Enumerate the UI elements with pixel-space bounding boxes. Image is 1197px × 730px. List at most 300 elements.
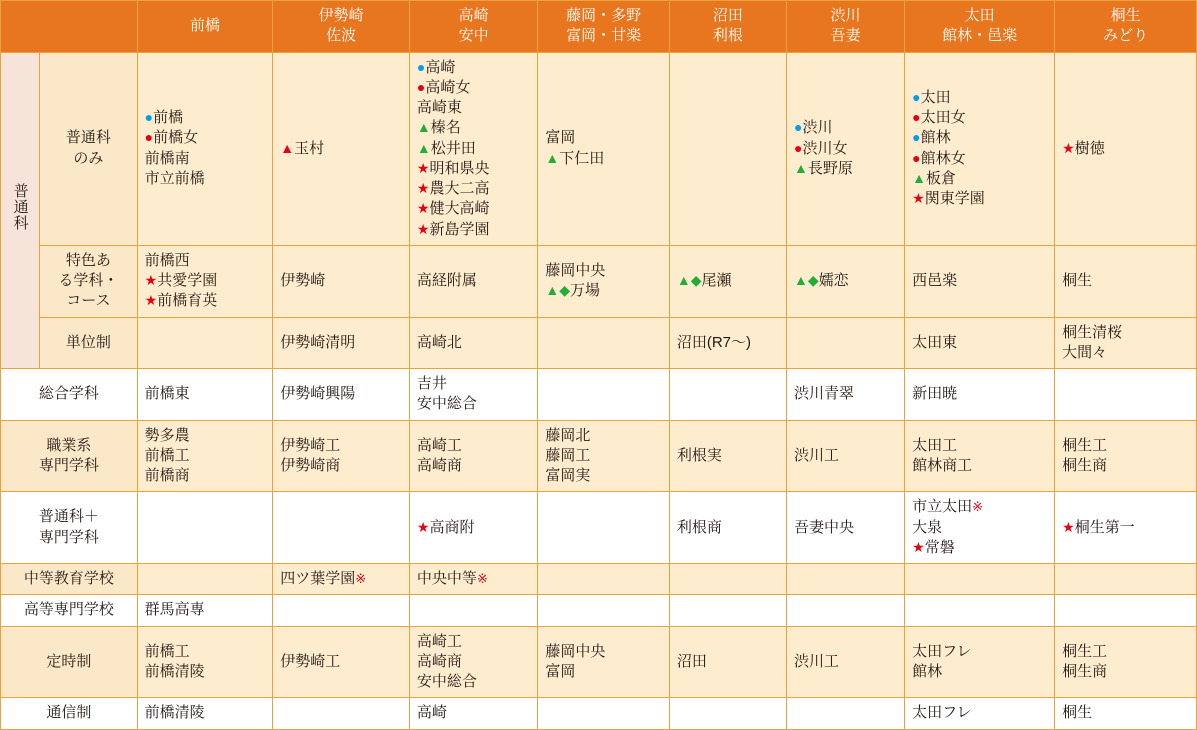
school-name: 共愛学園 [157, 272, 218, 289]
school-name: 高崎商 [416, 456, 462, 474]
school-name: 高経附属 [416, 272, 477, 289]
school-entry [417, 632, 530, 652]
header-col-7: 桐生 みどり [1055, 1, 1197, 53]
school-name: 前橋女 [153, 129, 199, 147]
cell-o3-c4 [669, 564, 786, 595]
school-entry [280, 139, 402, 159]
school-name: 伊勢崎工 [280, 652, 341, 670]
school-name: 関東学園 [924, 190, 985, 208]
triangle-green-icon: ▲ [676, 272, 691, 288]
school-entry [1062, 642, 1189, 662]
cell-o4-c6 [905, 595, 1055, 626]
cell-o2-c0 [137, 492, 273, 564]
group-label-futsuka: 普通科 [1, 52, 40, 369]
school-name: 高崎女 [425, 78, 471, 96]
school-entry [545, 149, 662, 169]
school-name: 樹徳 [1074, 139, 1105, 157]
school-name: 市立太田 [912, 498, 973, 516]
school-name: 高崎工 [416, 436, 462, 454]
school-name: 太田女 [920, 109, 966, 127]
school-entry [912, 642, 1047, 662]
school-name: 伊勢崎清明 [280, 333, 356, 351]
row-label: 総合学科 [1, 369, 138, 421]
school-entry [912, 128, 1047, 148]
row-label: 定時制 [1, 626, 138, 698]
header-col-3: 藤岡・多野 富岡・甘楽 [538, 1, 670, 53]
table-row [1, 317, 1197, 369]
circle-blue-icon: ● [793, 119, 803, 136]
school-entry [417, 159, 530, 179]
school-entry [545, 261, 662, 281]
school-entry [417, 58, 530, 78]
diamond-green-icon: ◆ [559, 282, 570, 299]
school-entry [417, 652, 530, 672]
diamond-green-icon: ◆ [807, 272, 819, 288]
school-name: 玉村 [294, 139, 325, 157]
cell-o0-c0 [137, 369, 273, 421]
school-name: 桐生工 [1062, 436, 1108, 454]
school-entry [280, 652, 402, 672]
school-name: 沼田(R7〜) [676, 333, 752, 351]
school-entry [1062, 662, 1189, 682]
cell-o2-c6 [905, 492, 1055, 564]
school-name: 渋川工 [793, 446, 839, 464]
header-col-5: 渋川 吾妻 [786, 1, 904, 53]
cell-o4-c5 [786, 595, 904, 626]
school-name: 高商附 [429, 518, 475, 536]
row-label: 通信制 [1, 698, 138, 729]
school-entry [912, 271, 1047, 291]
school-entry [794, 446, 897, 466]
triangle-green-icon: ▲ [416, 119, 431, 136]
cell-o3-c6 [905, 564, 1055, 595]
school-note: ※ [972, 499, 984, 515]
cell-o4-c1 [273, 595, 410, 626]
school-entry [677, 518, 779, 538]
school-name: 安中総合 [416, 673, 477, 690]
school-entry [794, 652, 897, 672]
cell-o6-c5 [786, 698, 904, 729]
table-row [1, 595, 1197, 626]
cell-o4-c3 [538, 595, 670, 626]
school-name: 館林 [912, 662, 943, 680]
cell-o0-c4 [669, 369, 786, 421]
cell-o6-c4 [669, 698, 786, 729]
school-entry [545, 642, 662, 662]
school-name: 高崎北 [416, 333, 462, 351]
cell-o4-c4 [669, 595, 786, 626]
cell-o6-c3 [538, 698, 670, 729]
school-name: 群馬高専 [144, 601, 205, 619]
school-name: 藤岡北 [545, 426, 591, 444]
cell-o3-c1 [273, 564, 410, 595]
school-entry [545, 426, 662, 446]
school-name: 四ツ葉学園 [280, 570, 356, 587]
school-note: ※ [476, 571, 488, 586]
cell-o2-c7 [1055, 492, 1197, 564]
cell-o6-c2 [409, 698, 537, 729]
cell-r0-c6 [905, 52, 1055, 245]
diamond-green-icon: ◆ [690, 272, 702, 288]
school-entry [1062, 323, 1189, 343]
cell-o5-c4 [669, 626, 786, 698]
header-col-6: 太田 館林・邑楽 [905, 1, 1055, 53]
school-name: 市立前橋 [144, 169, 205, 187]
cell-o3-c3 [538, 564, 670, 595]
school-entry [417, 271, 530, 291]
school-name: 伊勢崎 [280, 272, 326, 289]
cell-o6-c7 [1055, 698, 1197, 729]
circle-red-icon: ● [144, 129, 154, 146]
circle-red-icon: ● [912, 149, 921, 166]
school-entry [145, 271, 266, 291]
cell-o2-c4 [669, 492, 786, 564]
cell-o3-c7 [1055, 564, 1197, 595]
cell-o1-c5 [786, 420, 904, 492]
school-entry [145, 149, 266, 169]
school-entry [912, 518, 1047, 538]
school-entry [417, 672, 530, 692]
school-name: 安中総合 [416, 395, 477, 413]
cell-o3-c5 [786, 564, 904, 595]
school-entry [1062, 271, 1189, 291]
school-name: 大間々 [1062, 343, 1108, 361]
school-entry [545, 281, 662, 301]
school-entry [912, 189, 1047, 209]
school-entry [280, 271, 402, 291]
cell-o5-c5 [786, 626, 904, 698]
header-corner [1, 1, 138, 53]
cell-o0-c7 [1055, 369, 1197, 421]
star-red-icon: ★ [416, 200, 430, 217]
row-label: 中等教育学校 [1, 564, 138, 595]
school-name: 桐生清桜 [1062, 323, 1123, 341]
school-name: 高崎 [425, 58, 456, 76]
school-name: 伊勢崎商 [280, 456, 341, 474]
school-name: 渋川青翠 [793, 385, 854, 403]
table-row [1, 564, 1197, 595]
school-entry [1062, 518, 1189, 538]
school-name: 前橋東 [144, 385, 190, 403]
school-entry [417, 569, 530, 589]
school-name: 前橋 [153, 109, 184, 127]
school-name: 吉井 [416, 375, 447, 392]
school-name: 板倉 [926, 169, 957, 187]
school-name: 前橋商 [144, 467, 190, 484]
school-name: 桐生 [1062, 272, 1093, 289]
school-name: 館林女 [920, 149, 966, 167]
school-name: 館林商工 [912, 456, 973, 474]
school-name: 沼田 [676, 652, 707, 670]
school-name: 新田暁 [912, 385, 958, 403]
school-name: 吾妻中央 [793, 518, 854, 536]
school-entry [145, 446, 266, 466]
cell-r1-c2 [409, 245, 537, 317]
star-red-icon: ★ [416, 180, 430, 196]
school-note: ※ [355, 571, 367, 586]
school-entry [145, 169, 266, 189]
school-entry [677, 333, 779, 353]
school-name: 伊勢崎工 [280, 436, 341, 454]
school-name: 尾瀬 [701, 272, 732, 289]
school-entry [145, 291, 266, 311]
school-entry [912, 108, 1047, 128]
school-entry [280, 436, 402, 456]
school-name: 前橋清陵 [144, 662, 205, 680]
cell-o5-c6 [905, 626, 1055, 698]
school-name: 藤岡工 [545, 446, 591, 464]
school-name: 中央中等 [416, 570, 477, 587]
cell-o6-c0 [137, 698, 273, 729]
star-red-icon: ★ [1062, 139, 1075, 156]
school-name: 常磐 [924, 538, 955, 556]
school-entry [145, 703, 266, 723]
school-entry [417, 436, 530, 456]
triangle-green-icon: ▲ [912, 169, 926, 186]
cell-o5-c7 [1055, 626, 1197, 698]
school-name: 富岡 [545, 662, 576, 680]
school-name: 富岡実 [545, 467, 591, 484]
school-entry [417, 374, 530, 394]
triangle-green-icon: ▲ [793, 159, 808, 176]
school-entry [417, 118, 530, 138]
school-name: 太田工 [912, 436, 958, 454]
school-entry [417, 703, 530, 723]
school-entry [912, 456, 1047, 476]
school-name: 嬬恋 [818, 272, 849, 289]
cell-o4-c7 [1055, 595, 1197, 626]
cell-r0-c1 [273, 52, 410, 245]
cell-o2-c2 [409, 492, 537, 564]
school-entry [912, 384, 1047, 404]
table-row [1, 626, 1197, 698]
cell-o0-c3 [538, 369, 670, 421]
school-name: 高崎東 [416, 99, 462, 116]
star-red-icon: ★ [144, 272, 158, 288]
school-name: 利根商 [676, 518, 722, 536]
school-name: 太田 [920, 88, 951, 106]
cell-r1-c3 [538, 245, 670, 317]
school-entry [145, 251, 266, 271]
table-row [1, 492, 1197, 564]
school-name: 桐生第一 [1074, 518, 1135, 536]
school-name: 大泉 [912, 518, 943, 536]
school-name: 高崎商 [416, 652, 462, 670]
school-entry [794, 384, 897, 404]
star-red-icon: ★ [912, 538, 925, 555]
cell-r2-c5 [786, 317, 904, 369]
cell-r1-c5 [786, 245, 904, 317]
cell-o1-c4 [669, 420, 786, 492]
triangle-green-icon: ▲ [545, 149, 560, 166]
cell-r0-c0 [137, 52, 273, 245]
circle-blue-icon: ● [416, 58, 426, 75]
school-entry [417, 220, 530, 240]
school-name: 太田フレ [912, 704, 972, 722]
school-name: 伊勢崎興陽 [280, 385, 356, 403]
school-entry [794, 118, 897, 138]
cell-r2-c7 [1055, 317, 1197, 369]
school-name: 渋川女 [802, 139, 848, 157]
triangle-green-icon: ▲ [416, 139, 431, 156]
circle-blue-icon: ● [912, 88, 921, 105]
cell-r0-c7 [1055, 52, 1197, 245]
cell-r1-c4 [669, 245, 786, 317]
cell-o0-c6 [905, 369, 1055, 421]
cell-o4-c2 [409, 595, 537, 626]
school-entry [912, 88, 1047, 108]
cell-o1-c0 [137, 420, 273, 492]
school-entry [145, 128, 266, 148]
cell-o2-c5 [786, 492, 904, 564]
header-col-1: 伊勢崎 佐波 [273, 1, 410, 53]
school-name: 榛名 [430, 119, 461, 137]
cell-o2-c1 [273, 492, 410, 564]
row-label: 単位制 [40, 317, 138, 369]
cell-r0-c5 [786, 52, 904, 245]
school-name: 前橋工 [144, 642, 190, 660]
cell-o2-c3 [538, 492, 670, 564]
school-name: 下仁田 [559, 149, 605, 167]
school-name: 西邑楽 [912, 272, 958, 289]
school-entry [417, 78, 530, 98]
school-name: 渋川工 [793, 652, 839, 670]
school-entry [794, 159, 897, 179]
school-entry [545, 128, 662, 148]
school-name: 桐生工 [1062, 642, 1108, 660]
school-entry [1062, 436, 1189, 456]
school-entry [912, 169, 1047, 189]
school-name: 健大高崎 [429, 200, 490, 218]
cell-r0-c2 [409, 52, 537, 245]
school-entry [145, 108, 266, 128]
cell-r1-c1 [273, 245, 410, 317]
school-entry [417, 518, 530, 538]
school-name: 桐生 [1062, 704, 1093, 722]
cell-o1-c7 [1055, 420, 1197, 492]
school-entry [912, 662, 1047, 682]
triangle-green-icon: ▲ [793, 272, 808, 288]
school-entry [417, 179, 530, 199]
school-name: 太田東 [912, 333, 958, 351]
cell-r2-c2 [409, 317, 537, 369]
cell-o5-c3 [538, 626, 670, 698]
school-entry [145, 642, 266, 662]
row-label: 特色あ る学科・ コース [40, 245, 138, 317]
cell-o5-c1 [273, 626, 410, 698]
cell-r0-c3 [538, 52, 670, 245]
school-entry [280, 333, 402, 353]
school-name: 藤岡中央 [545, 261, 606, 279]
cell-o6-c1 [273, 698, 410, 729]
cell-r2-c1 [273, 317, 410, 369]
school-entry [417, 139, 530, 159]
star-red-icon: ★ [416, 518, 430, 535]
cell-o6-c6 [905, 698, 1055, 729]
school-entry [794, 271, 897, 291]
circle-red-icon: ● [416, 78, 426, 95]
school-name: 勢多農 [144, 426, 190, 444]
star-red-icon: ★ [416, 220, 430, 237]
row-label: 職業系 専門学科 [1, 420, 138, 492]
cell-o0-c1 [273, 369, 410, 421]
school-name: 明和県央 [429, 159, 490, 177]
school-entry [912, 333, 1047, 353]
school-entry [417, 456, 530, 476]
row-label: 普通科＋ 専門学科 [1, 492, 138, 564]
school-entry [417, 199, 530, 219]
school-name: 農大二高 [429, 180, 490, 197]
triangle-green-icon: ▲ [545, 282, 560, 299]
row-label: 高等専門学校 [1, 595, 138, 626]
school-entry [545, 466, 662, 486]
school-name: 前橋工 [144, 446, 190, 464]
school-entry [794, 139, 897, 159]
school-name: 新島学園 [429, 220, 490, 238]
school-entry [145, 600, 266, 620]
school-entry [545, 662, 662, 682]
school-entry [280, 384, 402, 404]
school-entry [417, 333, 530, 353]
table-row [1, 698, 1197, 729]
table-row [1, 369, 1197, 421]
school-name: 前橋南 [144, 149, 190, 167]
cell-o1-c6 [905, 420, 1055, 492]
school-entry [145, 662, 266, 682]
school-name: 利根実 [676, 446, 722, 464]
cell-o1-c2 [409, 420, 537, 492]
cell-o5-c0 [137, 626, 273, 698]
school-name: 松井田 [430, 139, 476, 157]
star-red-icon: ★ [416, 159, 430, 176]
cell-r1-c7 [1055, 245, 1197, 317]
school-entry [417, 394, 530, 414]
school-name: 万場 [569, 282, 600, 300]
school-name: 富岡 [545, 129, 576, 147]
school-name: 高崎 [416, 704, 447, 722]
school-name: 館林 [920, 129, 951, 147]
school-entry [145, 466, 266, 486]
table-row [1, 420, 1197, 492]
school-entry [1062, 456, 1189, 476]
school-entry [794, 518, 897, 538]
cell-o5-c2 [409, 626, 537, 698]
school-entry [677, 652, 779, 672]
school-name: 藤岡中央 [545, 642, 606, 660]
table-row [1, 52, 1197, 245]
school-entry [145, 384, 266, 404]
school-entry [912, 703, 1047, 723]
cell-o1-c1 [273, 420, 410, 492]
school-name: 太田フレ [912, 642, 972, 660]
cell-r2-c3 [538, 317, 670, 369]
cell-o1-c3 [538, 420, 670, 492]
school-entry [912, 497, 1047, 517]
school-entry [1062, 139, 1189, 159]
cell-o3-c2 [409, 564, 537, 595]
cell-r1-c0 [137, 245, 273, 317]
circle-blue-icon: ● [912, 129, 921, 146]
table-row [1, 245, 1197, 317]
school-entry [677, 271, 779, 291]
school-name: 高崎工 [416, 632, 462, 650]
star-red-icon: ★ [144, 292, 158, 309]
cell-o4-c0 [137, 595, 273, 626]
school-entry [145, 426, 266, 446]
circle-blue-icon: ● [144, 109, 154, 126]
cell-r2-c4 [669, 317, 786, 369]
school-entry [912, 436, 1047, 456]
